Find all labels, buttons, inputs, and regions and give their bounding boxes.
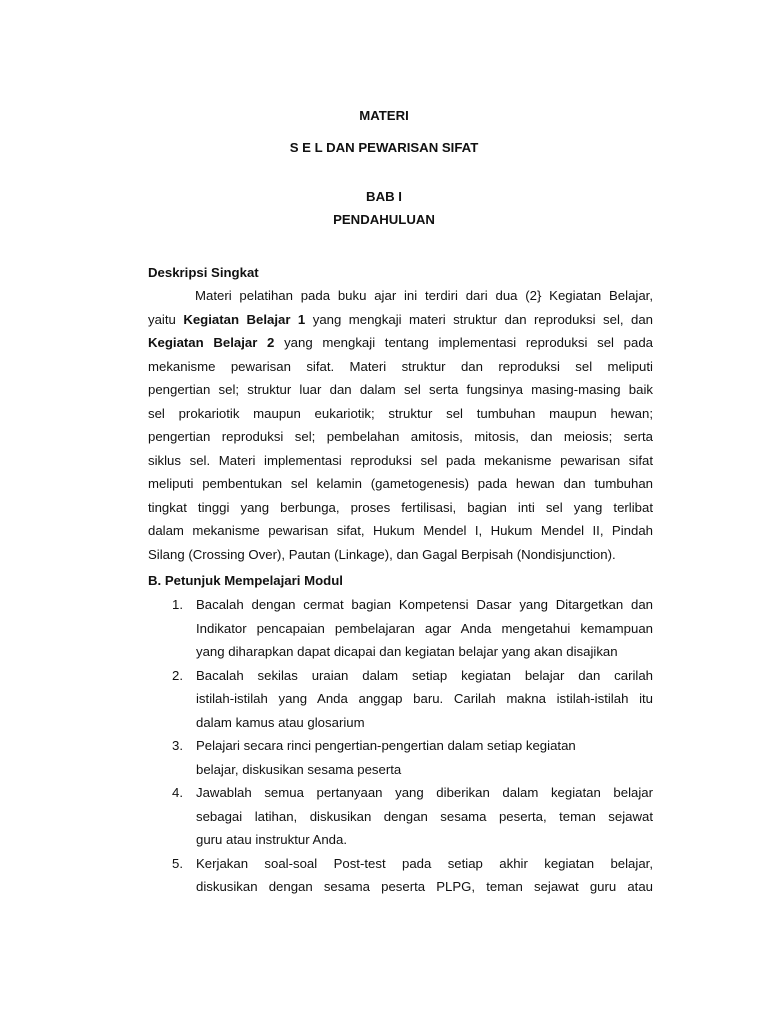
paragraph-line: sel prokariotik maupun eukariotik; struktur sel tumbuhan maupun hewan; bbox=[148, 405, 653, 421]
list-item bbox=[172, 664, 653, 735]
list-item bbox=[172, 593, 653, 664]
section-heading-petunjuk: B. Petunjuk Mempelajari Modul bbox=[148, 573, 343, 588]
list-number: 5. bbox=[172, 855, 183, 871]
bold-term: Kegiatan Belajar 1 bbox=[183, 311, 306, 327]
paragraph-line: Silang (Crossing Over), Pautan (Linkage), dan Gagal Berpisah (Nondisjunction). bbox=[148, 546, 616, 562]
document-title: MATERI bbox=[359, 108, 409, 123]
text-run: yang mengkaji materi struktur dan reproduksi sel, dan bbox=[305, 311, 654, 327]
list-line: yang diharapkan dapat dicapai dan kegiatan belajar yang akan disajikan bbox=[196, 644, 618, 659]
chapter-number: BAB I bbox=[366, 189, 402, 204]
paragraph-line bbox=[148, 331, 653, 355]
list-item bbox=[172, 734, 653, 781]
paragraph-line: pengertian reproduksi sel; pembelahan amitosis, mitosis, dan meiosis; serta bbox=[148, 429, 653, 444]
list-line: Jawablah semua pertanyaan yang diberikan dalam kegiatan belajar bbox=[196, 785, 653, 800]
list-line: sebagai latihan, diskusikan dengan sesama peserta, teman sejawat bbox=[196, 808, 653, 824]
text-run: yaitu bbox=[148, 311, 184, 327]
paragraph-line: Materi pelatihan pada buku ajar ini terdiri dari dua (2} Kegiatan Belajar, bbox=[195, 288, 653, 303]
deskripsi-paragraph bbox=[148, 284, 653, 566]
list-number: 3. bbox=[172, 738, 183, 753]
list-line: Pelajari secara rinci pengertian-pengertian dalam setiap kegiatan bbox=[196, 738, 576, 753]
paragraph-line: meliputi pembentukan sel kelamin (gametogenesis) pada hewan dan tumbuhan bbox=[148, 476, 653, 491]
list-number: 4. bbox=[172, 785, 183, 800]
list-line: istilah-istilah yang Anda anggap baru. Carilah makna istilah-istilah itu bbox=[196, 691, 653, 706]
chapter-title: PENDAHULUAN bbox=[333, 212, 435, 227]
paragraph-line: pengertian sel; struktur luar dan dalam sel serta fungsinya masing-masing baik bbox=[148, 382, 653, 397]
list-line: dalam kamus atau glosarium bbox=[196, 714, 365, 730]
list-line: guru atau instruktur Anda. bbox=[196, 832, 348, 847]
list-number: 2. bbox=[172, 667, 183, 683]
paragraph-line: mekanisme pewarisan sifat. Materi struktur dan reproduksi sel meliputi bbox=[148, 358, 653, 374]
paragraph-line: tingkat tinggi yang berbunga, proses fertilisasi, bagian inti sel yang terlibat bbox=[148, 499, 653, 515]
list-line: belajar, diskusikan sesama peserta bbox=[196, 761, 402, 777]
list-item bbox=[172, 852, 653, 899]
petunjuk-list bbox=[172, 593, 653, 899]
paragraph-line: dalam mekanisme pewarisan sifat, Hukum Mendel I, Hukum Mendel II, Pindah bbox=[148, 523, 653, 538]
paragraph-line: siklus sel. Materi implementasi reproduksi sel pada mekanisme pewarisan sifat bbox=[148, 452, 653, 468]
text-run: yang mengkaji tentang implementasi reproduksi sel pada bbox=[274, 335, 653, 350]
list-line: Bacalah sekilas uraian dalam setiap kegiatan belajar dan carilah bbox=[196, 667, 653, 683]
list-line: Bacalah dengan cermat bagian Kompetensi Dasar yang Ditargetkan dan bbox=[196, 597, 653, 612]
list-number: 1. bbox=[172, 597, 183, 612]
list-item bbox=[172, 781, 653, 852]
list-line: diskusikan dengan sesama peserta PLPG, teman sejawat guru atau bbox=[196, 879, 653, 894]
bold-term: Kegiatan Belajar 2 bbox=[148, 335, 275, 350]
list-line: Indikator pencapaian pembelajaran agar Anda mengetahui kemampuan bbox=[196, 620, 653, 636]
document-subtitle: S E L DAN PEWARISAN SIFAT bbox=[289, 140, 479, 155]
paragraph-line bbox=[148, 308, 653, 332]
section-heading-deskripsi: Deskripsi Singkat bbox=[148, 265, 259, 280]
list-line: Kerjakan soal-soal Post-test pada setiap akhir kegiatan belajar, bbox=[196, 855, 653, 871]
